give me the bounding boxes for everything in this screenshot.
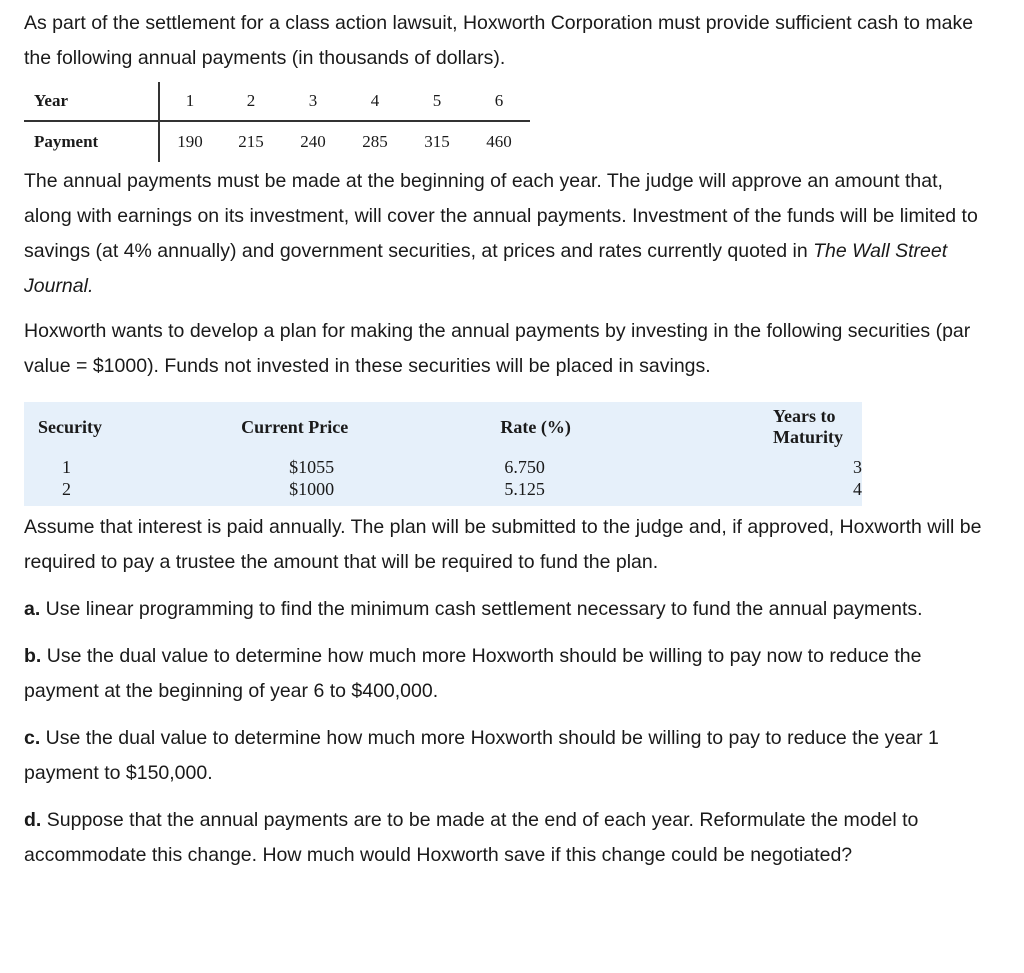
year-cell: 6 (468, 82, 530, 121)
header-current-price: Current Price (241, 416, 349, 437)
payment-cell: 315 (424, 132, 450, 151)
security-years: 3 (853, 457, 862, 477)
question-c-text: Use the dual value to determine how much more Hoxworth should be willing to pay to reduce the year 1 payment to $150,000. (24, 727, 939, 784)
question-d-text: Suppose that the annual payments are to be made at the end of each year. Reformulate the model to accommodate this change. How much would Hoxworth save if this change could be negotiated? (24, 809, 919, 866)
security-row (24, 456, 862, 478)
header-security: Security (38, 416, 102, 437)
security-years: 4 (853, 479, 862, 499)
investment-text: The annual payments must be made at the beginning of each year. The judge will approve an amount that, along with earnings on its investment, will cover the annual payments. Investment of the funds will be limited to savings (at 4% annually) and government securities, at prices and rates currently quoted in (24, 170, 978, 262)
payment-cell: 215 (238, 132, 264, 151)
securities-table (24, 402, 862, 506)
security-id: 1 (62, 457, 71, 477)
security-rate: 5.125 (504, 479, 545, 499)
question-b (24, 639, 984, 709)
question-a-label: a. (24, 598, 41, 620)
payment-row (24, 121, 530, 162)
year-cell: 4 (344, 82, 406, 121)
assumption-paragraph: Assume that interest is paid annually. The plan will be submitted to the judge and, if approved, Hoxworth will be required to pay a trustee the amount that will be required to fund the plan. (24, 516, 982, 573)
question-a-text: Use linear programming to find the minimum cash settlement necessary to fund the annual payments. (40, 598, 923, 620)
question-c (24, 721, 984, 791)
year-cell: 1 (159, 82, 220, 121)
question-d-label: d. (24, 809, 42, 831)
year-cell: 5 (406, 82, 468, 121)
question-b-label: b. (24, 645, 42, 667)
intro-paragraph: As part of the settlement for a class action lawsuit, Hoxworth Corporation must provide sufficient cash to make the following annual payments (in thousands of dollars). (24, 12, 974, 69)
security-price: $1055 (289, 457, 335, 477)
security-row (24, 478, 862, 506)
header-years-to-maturity: Years to Maturity (773, 406, 843, 447)
payment-row-label: Payment (24, 121, 159, 162)
question-d (24, 803, 984, 873)
question-c-label: c. (24, 727, 41, 749)
year-cell: 2 (220, 82, 282, 121)
payment-cell: 285 (362, 132, 388, 151)
header-rate: Rate (%) (500, 416, 571, 437)
question-b-text: Use the dual value to determine how much more Hoxworth should be willing to pay now to reduce the payment at the beginning of year 6 to $400,000. (24, 645, 922, 702)
payments-table (24, 82, 530, 162)
year-cell: 3 (282, 82, 344, 121)
journal-name: The Wall Street Journal. (24, 240, 948, 297)
security-id: 2 (62, 479, 71, 499)
payment-cell: 460 (486, 132, 512, 151)
securities-header-row (24, 402, 862, 456)
investment-paragraph (24, 164, 984, 304)
payment-cell: 240 (300, 132, 326, 151)
security-rate: 6.750 (504, 457, 545, 477)
year-row-label: Year (24, 82, 159, 121)
security-price: $1000 (289, 479, 335, 499)
year-row (24, 82, 530, 121)
securities-intro-paragraph: Hoxworth wants to develop a plan for making the annual payments by investing in the following securities (par value = $1000). Funds not invested in these securities will be placed in savings. (24, 320, 971, 377)
payment-cell: 190 (177, 132, 203, 151)
question-a (24, 592, 984, 627)
